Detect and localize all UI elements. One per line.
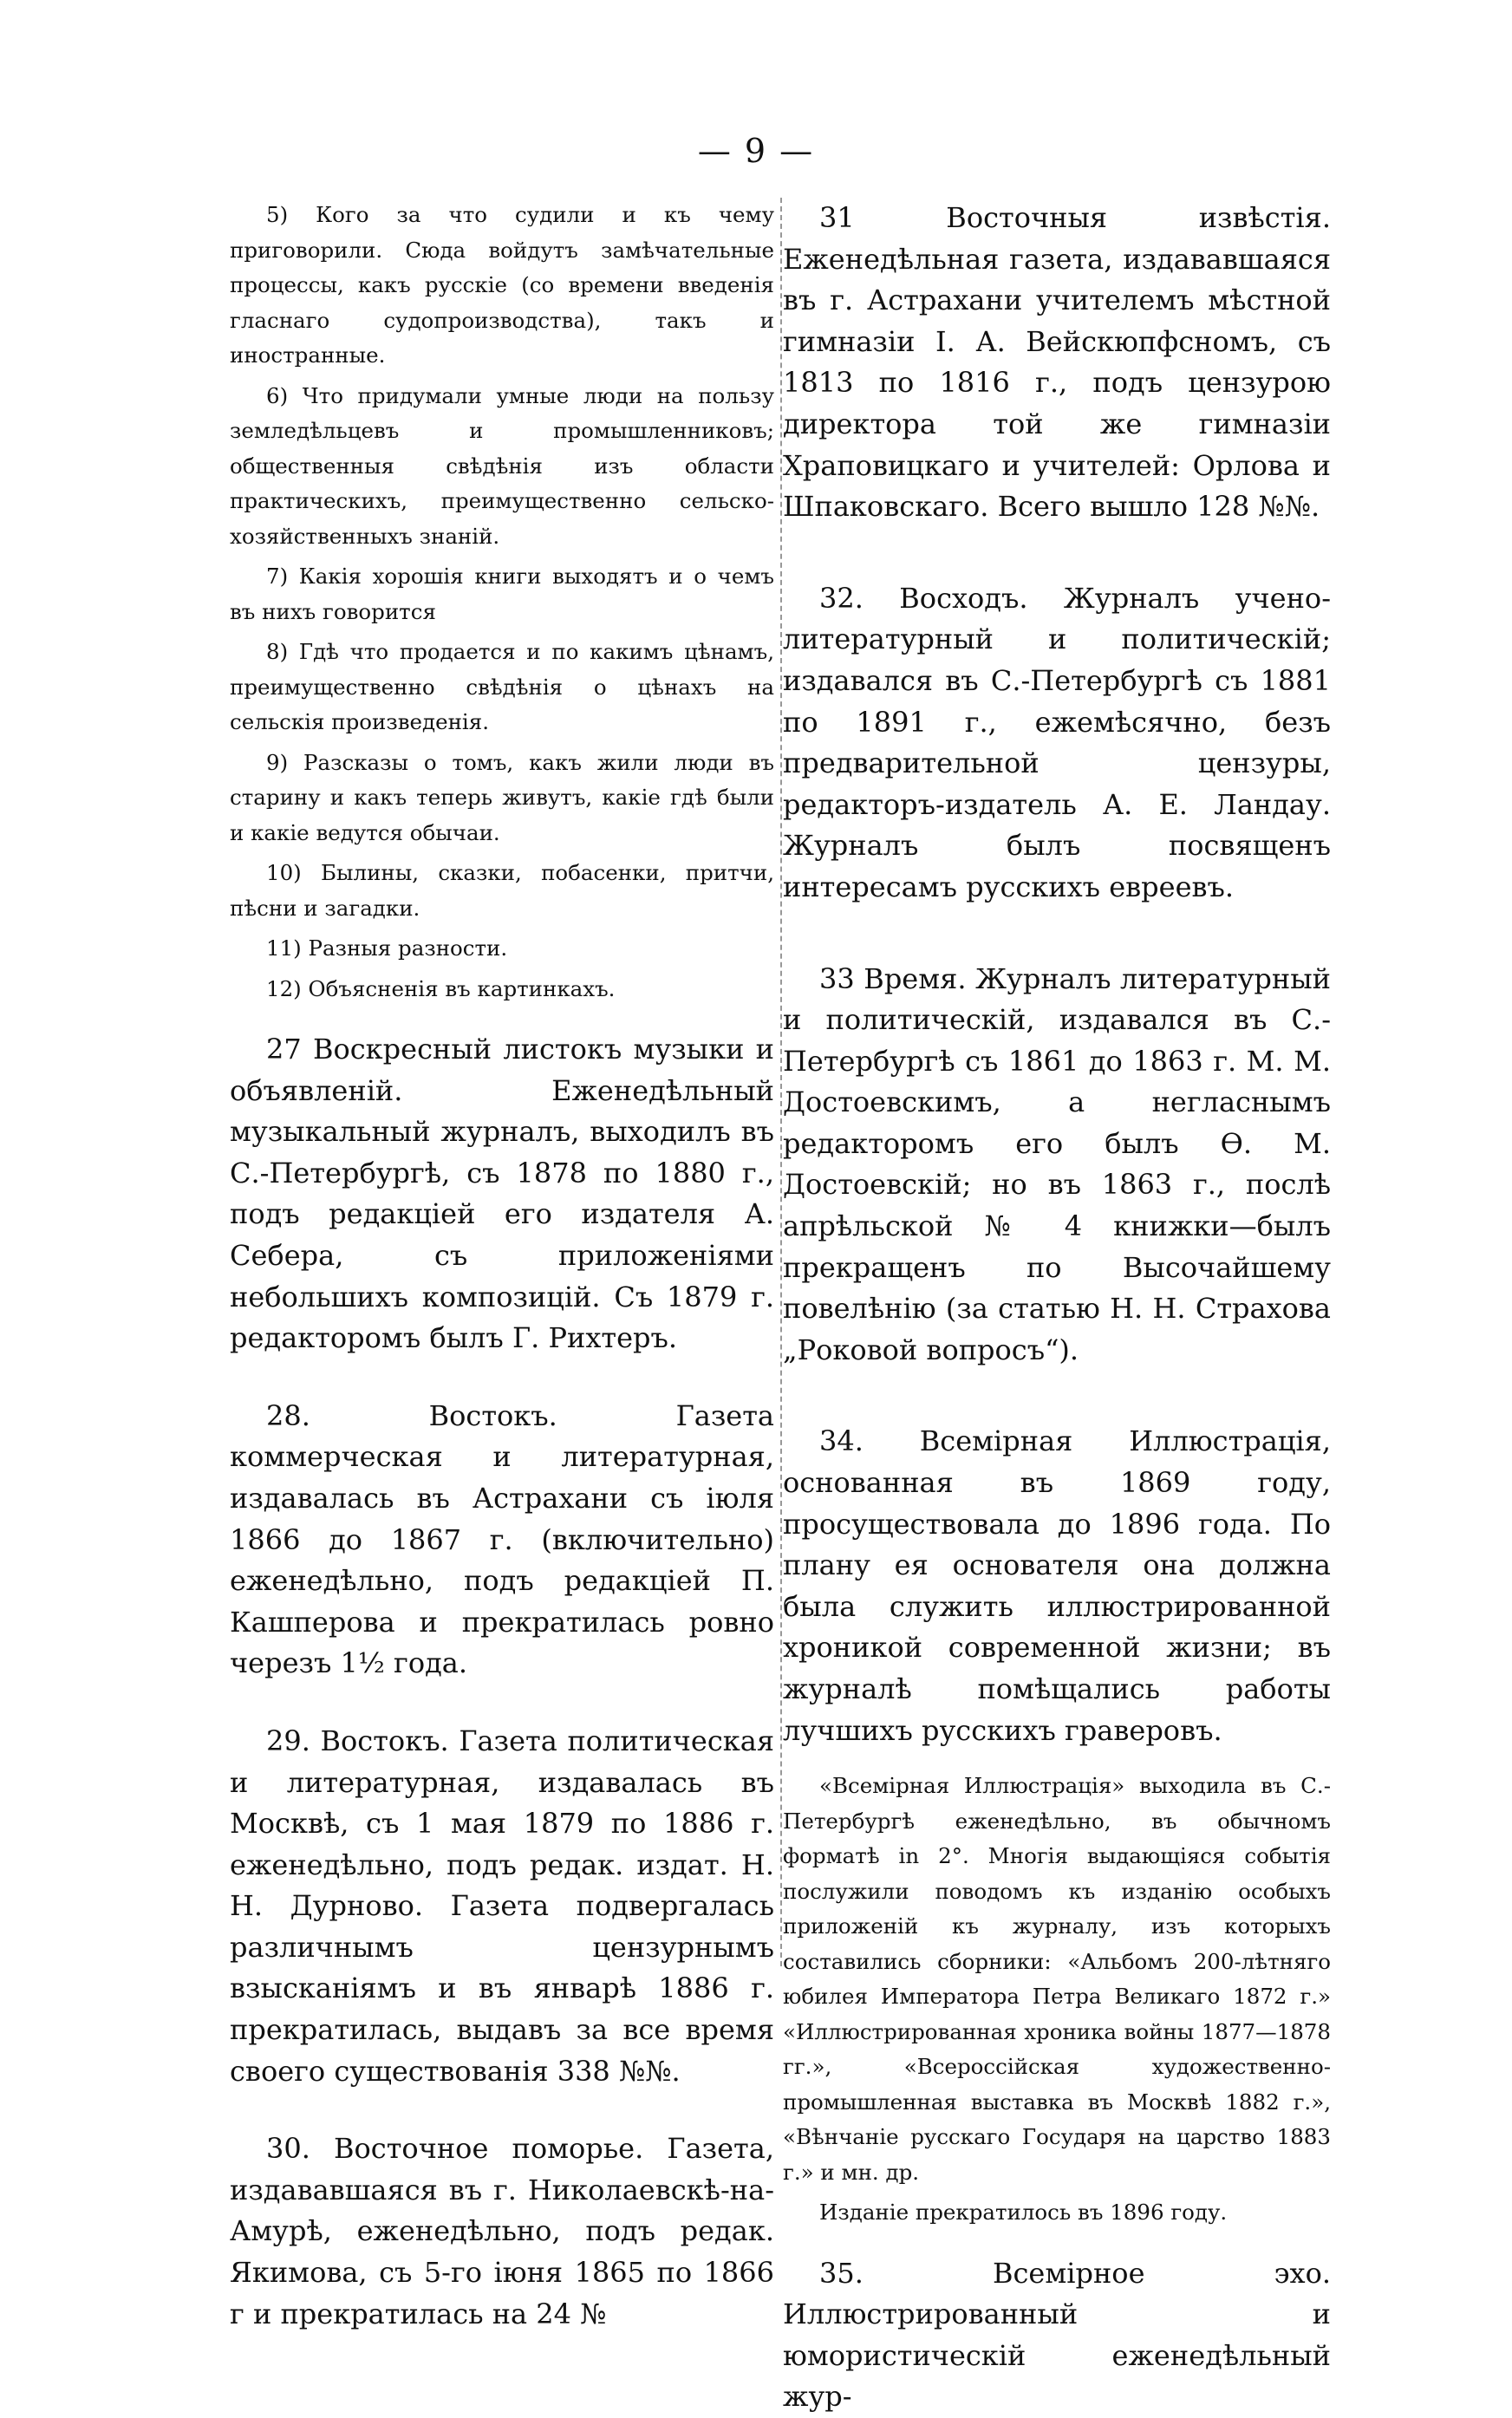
entry-34: 34. Всемірная Иллюстрація, основанная въ 1869 году, просуществовала до 1896 года. По плану ея основателя она должна была служить иллюстрированной хроникой современной жизни; въ журналѣ помѣщались работы лучшихъ русскихъ граверовъ. (783, 1424, 1331, 1747)
list-item-10: 10) Былины, сказки, побасенки, притчи, пѣсни и загадки. (230, 860, 774, 921)
list-item-9: 9) Разсказы о томъ, какъ жили люди въ старину и какъ теперь живутъ, какіе гдѣ были и какіе ведутся обычаи. (230, 749, 774, 845)
right-column (783, 198, 1331, 2418)
entry-29: 29. Востокъ. Газета политическая и литературная, издавалась въ Москвѣ, съ 1 мая 1879 по 1886 г. еженедѣльно, подъ редак. издат. Н. Н. Дурново. Газета подвергалась различнымъ цензурнымъ взысканіямъ и въ январѣ 1886 г. прекратилась, выдавъ за все время своего существованія 338 №№. (230, 1724, 774, 2088)
entry-28: 28. Востокъ. Газета коммерческая и литературная, издавалась въ Астрахани съ іюля 1866 до 1867 г. (включительно) еженедѣльно, подъ редакціей П. Кашперова и прекратилась ровно черезъ 1½ года. (230, 1398, 774, 1680)
entry-32: 32. Восходъ. Журналъ учено-литературный и политическій; издавался въ С.-Петербургѣ съ 1881 по 1891 г., ежемѣсячно, безъ предварительной цензуры, редакторъ-издатель А. Е. Ландау. Журналъ былъ посвященъ интересамъ русскихъ евреевъ. (783, 581, 1331, 903)
entry-33: 33 Время. Журналъ литературный и политическій, издавался въ С.-Петербургѣ съ 1861 до 1863 г. М. М. Достоевскимъ, а негласнымъ редакторомъ его былъ Ѳ. М. Достоевскій; но въ 1863 г., послѣ апрѣльской № 4 книжки—былъ прекращенъ по Высочайшему повелѣнію (за статью Н. Н. Страхова „Роковой вопросъ“). (783, 961, 1331, 1366)
entry-27: 27 Воскресный листокъ музыки и объявленій. Еженедѣльный музыкальный журналъ, выходилъ въ С.-Петербургѣ, съ 1878 по 1880 г., подъ редакціей его издателя А. Себера, съ приложеніями небольшихъ композицій. Съ 1879 г. редакторомъ былъ Г. Рихтеръ. (230, 1033, 774, 1355)
page-number: — 9 — (697, 132, 815, 170)
left-column (230, 198, 774, 2335)
entry-34-end: Изданіе прекратилось въ 1896 году. (819, 2200, 1228, 2226)
entry-34-note: «Всемірная Иллюстрація» выходила въ С.-Петербургѣ еженедѣльно, въ обычномъ форматѣ in 2°. Многія выдающіяся событія послужили поводомъ къ изданію особыхъ приложеній къ журналу, изъ которыхъ составились сборники: «Альбомъ 200-лѣтняго юбилея Императора Петра Великаго 1872 г.» «Иллюстрированная хроника войны 1877—1878 гг.», «Всероссійская художественно-промышленная выставка въ Москвѣ 1882 г.», «Вѣнчаніе русскаго Государя на царство 1883 г.» и мн. др. (783, 1773, 1331, 2185)
list-item-11: 11) Разныя разности. (266, 935, 508, 961)
entry-30: 30. Восточное поморье. Газета, издававшаяся въ г. Николаевскѣ-на-Амурѣ, еженедѣльно, подъ редак. Якимова, съ 5-го іюня 1865 по 1866 г и прекратилась на 24 № (230, 2132, 774, 2330)
list-item-5: 5) Кого за что судили и къ чему приговорили. Сюда войдутъ замѣчательные процессы, какъ русскіе (со времени введенія гласнаго судопроизводства), такъ и иностранные. (230, 202, 774, 368)
column-divider (780, 198, 782, 1966)
list-item-6: 6) Что придумали умные люди на пользу земледѣльцевъ и промышленниковъ; общественныя свѣдѣнія изъ области практическихъ, преимущественно сельско-хозяйственныхъ знаній. (230, 382, 774, 549)
entry-31: 31 Восточныя извѣстія. Еженедѣльная газета, издававшаяся въ г. Астрахани учителемъ мѣстной гимназіи І. А. Вейскюпфсномъ, съ 1813 по 1816 г., подъ цензурою директора той же гимназіи Храповицкаго и учителей: Орлова и Шпаковскаго. Всего вышло 128 №№. (783, 201, 1331, 524)
list-item-8: 8) Гдѣ что продается и по какимъ цѣнамъ, преимущественно свѣдѣнія о цѣнахъ на сельскія произведенія. (230, 639, 774, 734)
list-item-7: 7) Какія хорошія книги выходятъ и о чемъ въ нихъ говорится (230, 564, 774, 624)
entry-35: 35. Всемірное эхо. Иллюстрированный и юмористическій еженедѣльный жур- (783, 2256, 1331, 2414)
list-item-12: 12) Объясненія въ картинкахъ. (266, 975, 616, 1001)
